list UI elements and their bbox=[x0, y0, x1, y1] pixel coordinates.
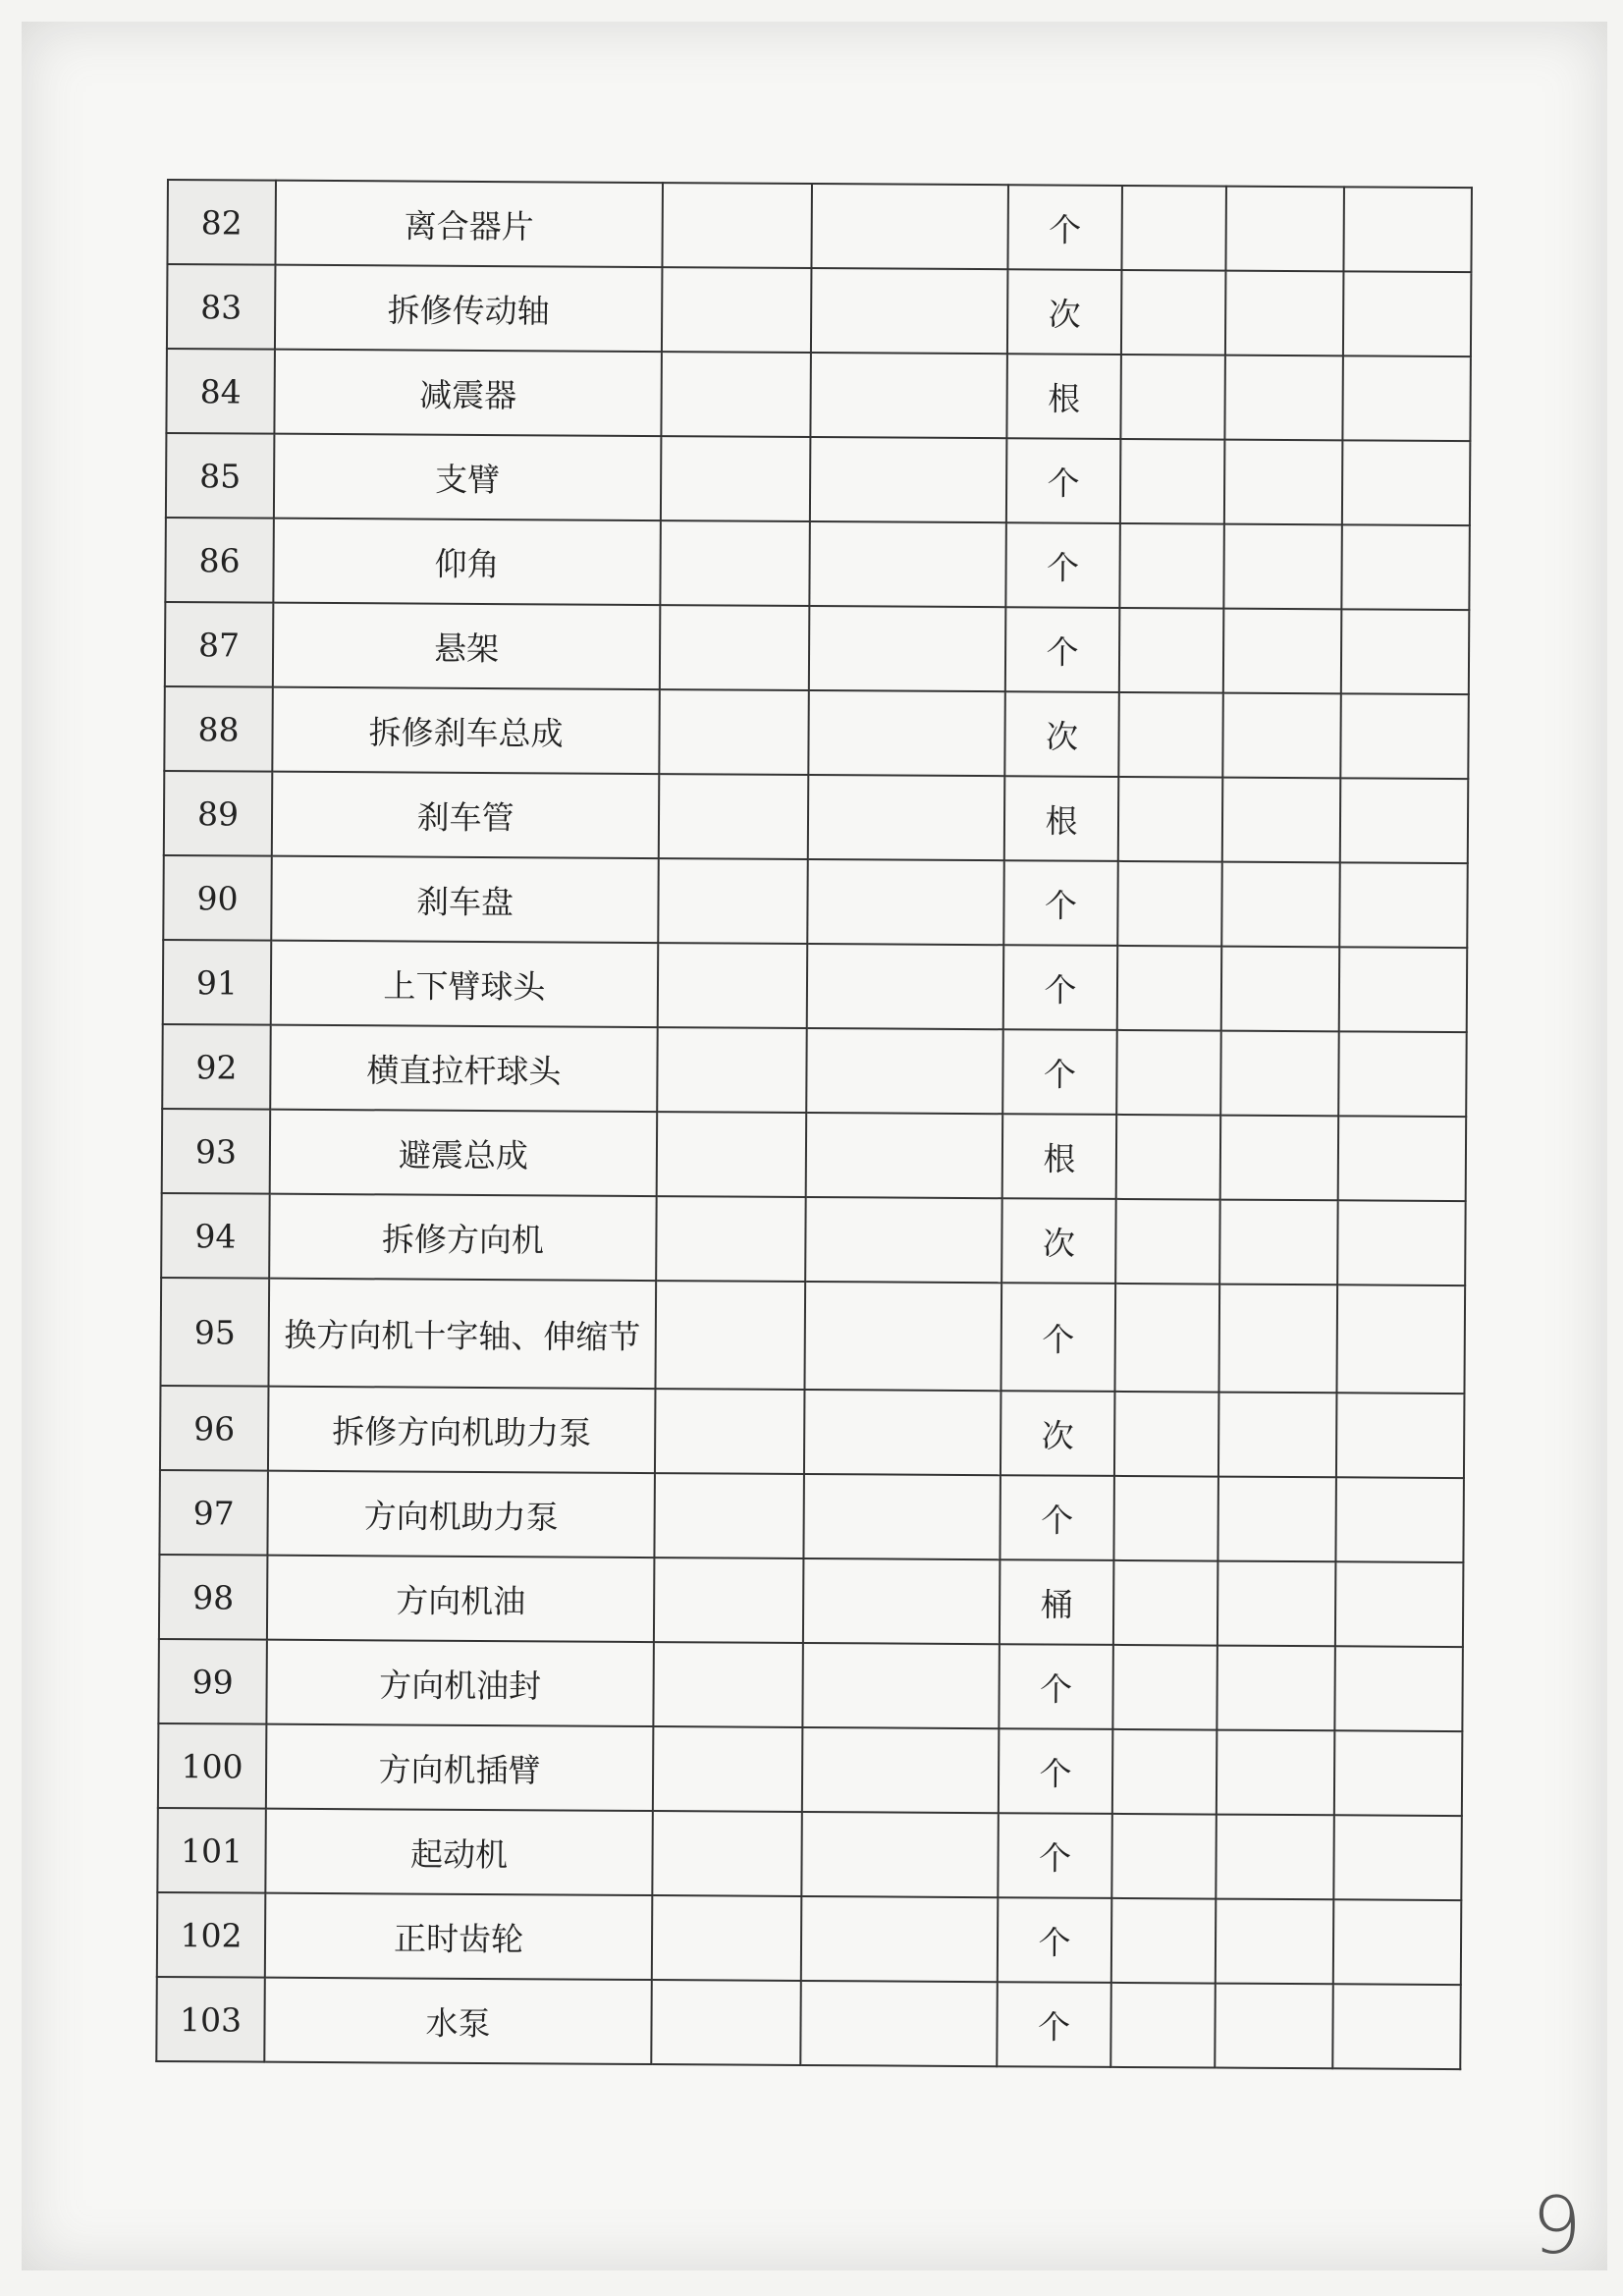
empty-cell bbox=[652, 1895, 802, 1981]
item-name: 正时齿轮 bbox=[265, 1893, 653, 1980]
item-number: 85 bbox=[166, 433, 275, 519]
item-unit: 根 bbox=[1006, 354, 1121, 439]
empty-cell bbox=[1343, 271, 1472, 356]
empty-cell bbox=[656, 1196, 806, 1282]
item-number: 83 bbox=[167, 264, 276, 350]
empty-cell bbox=[1217, 1561, 1336, 1647]
empty-cell bbox=[1333, 1815, 1462, 1900]
empty-cell bbox=[1340, 778, 1469, 863]
item-number: 100 bbox=[158, 1723, 267, 1809]
table-row bbox=[166, 433, 1471, 525]
empty-cell bbox=[1117, 861, 1222, 947]
item-unit: 个 bbox=[1005, 607, 1120, 692]
item-name: 横直拉杆球头 bbox=[270, 1025, 658, 1112]
empty-cell bbox=[809, 521, 1006, 607]
item-number: 94 bbox=[161, 1193, 270, 1279]
item-name: 悬架 bbox=[273, 603, 661, 689]
empty-cell bbox=[1221, 947, 1340, 1032]
empty-cell bbox=[1343, 187, 1472, 272]
item-unit: 个 bbox=[1001, 1283, 1115, 1392]
empty-cell bbox=[1225, 271, 1344, 356]
empty-cell bbox=[655, 1389, 805, 1474]
empty-cell bbox=[1342, 355, 1471, 441]
item-name: 换方向机十字轴、伸缩节 bbox=[268, 1279, 656, 1389]
empty-cell bbox=[1334, 1646, 1463, 1731]
item-number: 89 bbox=[164, 771, 273, 856]
table-row bbox=[161, 1193, 1466, 1285]
empty-cell bbox=[1113, 1560, 1218, 1646]
empty-cell bbox=[661, 436, 811, 521]
empty-cell bbox=[803, 1558, 1001, 1644]
empty-cell bbox=[652, 1811, 802, 1896]
empty-cell bbox=[1216, 1815, 1334, 1900]
empty-cell bbox=[1338, 1031, 1467, 1117]
empty-cell bbox=[1121, 270, 1226, 355]
item-unit: 个 bbox=[1000, 1475, 1114, 1560]
item-unit: 个 bbox=[1005, 522, 1120, 608]
item-number: 88 bbox=[164, 686, 273, 772]
empty-cell bbox=[1111, 1814, 1217, 1899]
empty-cell bbox=[1334, 1730, 1463, 1816]
item-number: 87 bbox=[165, 602, 274, 687]
empty-cell bbox=[1220, 1116, 1339, 1201]
item-unit: 个 bbox=[998, 1813, 1112, 1898]
table-row bbox=[160, 1386, 1465, 1478]
item-number: 103 bbox=[156, 1977, 265, 2062]
empty-cell bbox=[653, 1642, 803, 1727]
empty-cell bbox=[655, 1281, 805, 1390]
item-name: 刹车盘 bbox=[271, 856, 659, 943]
item-unit: 根 bbox=[1002, 1114, 1117, 1199]
empty-cell bbox=[1215, 1984, 1333, 2069]
empty-cell bbox=[1114, 1392, 1219, 1477]
item-number: 102 bbox=[157, 1892, 266, 1978]
empty-cell bbox=[1112, 1645, 1217, 1730]
empty-cell bbox=[660, 605, 810, 690]
empty-cell bbox=[1222, 693, 1341, 779]
empty-cell bbox=[653, 1726, 803, 1812]
item-number: 96 bbox=[160, 1386, 269, 1471]
item-number: 91 bbox=[163, 940, 272, 1025]
table-row bbox=[163, 855, 1468, 948]
table-row bbox=[157, 1892, 1462, 1985]
item-unit: 个 bbox=[999, 1728, 1113, 1814]
empty-cell bbox=[661, 352, 811, 437]
empty-cell bbox=[1336, 1285, 1465, 1394]
empty-cell bbox=[1342, 440, 1471, 525]
empty-cell bbox=[1340, 693, 1469, 779]
empty-cell bbox=[1113, 1476, 1218, 1561]
item-name: 方向机插臂 bbox=[266, 1724, 654, 1811]
item-name: 拆修刹车总成 bbox=[272, 687, 660, 774]
empty-cell bbox=[1118, 777, 1223, 862]
item-name: 仰角 bbox=[273, 519, 661, 605]
table-row bbox=[159, 1555, 1464, 1647]
table-row bbox=[157, 1808, 1462, 1900]
parts-table bbox=[155, 179, 1473, 2070]
empty-cell bbox=[1336, 1393, 1465, 1478]
item-name: 减震器 bbox=[274, 350, 662, 436]
empty-cell bbox=[658, 858, 808, 944]
empty-cell bbox=[1222, 778, 1341, 863]
empty-cell bbox=[807, 944, 1004, 1029]
item-unit: 个 bbox=[1007, 185, 1122, 270]
item-name: 拆修传动轴 bbox=[275, 265, 663, 352]
item-name: 上下臂球头 bbox=[271, 941, 659, 1027]
item-name: 支臂 bbox=[274, 434, 662, 520]
empty-cell bbox=[1217, 1730, 1335, 1816]
empty-cell bbox=[659, 689, 809, 775]
empty-cell bbox=[806, 1113, 1003, 1198]
item-number: 82 bbox=[167, 180, 276, 265]
item-number: 95 bbox=[160, 1278, 269, 1387]
item-number: 101 bbox=[157, 1808, 266, 1893]
item-number: 84 bbox=[166, 349, 275, 434]
empty-cell bbox=[1112, 1729, 1217, 1815]
table-row bbox=[158, 1639, 1463, 1731]
table-row bbox=[166, 349, 1471, 441]
empty-cell bbox=[804, 1282, 1001, 1391]
empty-cell bbox=[1118, 692, 1223, 778]
item-unit: 次 bbox=[1001, 1391, 1115, 1476]
table-row bbox=[158, 1723, 1463, 1816]
item-unit: 桶 bbox=[1000, 1559, 1114, 1645]
page-number: 9 bbox=[1532, 2180, 1582, 2271]
item-name: 方向机油封 bbox=[266, 1640, 654, 1726]
table-row bbox=[164, 771, 1469, 863]
item-number: 90 bbox=[163, 855, 272, 941]
empty-cell bbox=[654, 1473, 804, 1558]
empty-cell bbox=[657, 1027, 807, 1113]
empty-cell bbox=[1115, 1199, 1220, 1285]
empty-cell bbox=[804, 1390, 1001, 1475]
item-number: 97 bbox=[159, 1470, 268, 1556]
empty-cell bbox=[1111, 1898, 1217, 1984]
table-row bbox=[165, 602, 1470, 694]
empty-cell bbox=[1332, 1984, 1461, 2069]
empty-cell bbox=[809, 606, 1006, 691]
empty-cell bbox=[654, 1558, 804, 1643]
empty-cell bbox=[1224, 355, 1343, 441]
empty-cell bbox=[1341, 609, 1470, 694]
table-row bbox=[162, 1109, 1467, 1201]
empty-cell bbox=[1120, 355, 1225, 440]
empty-cell bbox=[802, 1727, 1000, 1813]
item-unit: 次 bbox=[1007, 269, 1122, 355]
table-row bbox=[163, 940, 1468, 1032]
empty-cell bbox=[1119, 523, 1224, 609]
empty-cell bbox=[800, 1981, 998, 2066]
empty-cell bbox=[1335, 1477, 1464, 1562]
empty-cell bbox=[806, 1028, 1003, 1114]
table-row bbox=[167, 180, 1472, 272]
empty-cell bbox=[1224, 440, 1343, 525]
empty-cell bbox=[1120, 439, 1225, 524]
empty-cell bbox=[1219, 1200, 1338, 1285]
empty-cell bbox=[811, 184, 1008, 269]
empty-cell bbox=[1110, 1983, 1216, 2068]
table-row bbox=[165, 518, 1470, 610]
item-unit: 次 bbox=[1004, 691, 1119, 777]
empty-cell bbox=[802, 1643, 1000, 1728]
item-number: 93 bbox=[162, 1109, 271, 1194]
item-name: 拆修方向机助力泵 bbox=[268, 1387, 656, 1473]
empty-cell bbox=[660, 520, 810, 606]
table-row bbox=[159, 1470, 1464, 1562]
empty-cell bbox=[651, 1980, 801, 2065]
empty-cell bbox=[1116, 1030, 1221, 1116]
item-number: 99 bbox=[158, 1639, 267, 1724]
item-name: 方向机油 bbox=[267, 1556, 655, 1642]
empty-cell bbox=[805, 1197, 1002, 1283]
empty-cell bbox=[1217, 1477, 1336, 1562]
empty-cell bbox=[810, 353, 1007, 438]
empty-cell bbox=[1114, 1284, 1219, 1393]
empty-cell bbox=[803, 1474, 1001, 1559]
item-unit: 个 bbox=[998, 1897, 1112, 1983]
item-unit: 个 bbox=[999, 1644, 1113, 1729]
item-unit: 个 bbox=[1003, 945, 1118, 1030]
table-row bbox=[156, 1977, 1461, 2069]
empty-cell bbox=[662, 267, 812, 353]
empty-cell bbox=[657, 1112, 807, 1197]
empty-cell bbox=[807, 859, 1004, 945]
item-name: 离合器片 bbox=[275, 181, 663, 267]
table-row bbox=[162, 1024, 1467, 1117]
empty-cell bbox=[808, 690, 1005, 776]
empty-cell bbox=[1339, 862, 1468, 948]
empty-cell bbox=[1121, 186, 1226, 271]
empty-cell bbox=[1119, 608, 1224, 693]
empty-cell bbox=[1339, 947, 1468, 1032]
item-unit: 个 bbox=[997, 1982, 1111, 2067]
item-unit: 根 bbox=[1004, 776, 1119, 861]
empty-cell bbox=[808, 775, 1005, 860]
item-unit: 个 bbox=[1002, 1029, 1117, 1115]
empty-cell bbox=[1218, 1393, 1337, 1478]
empty-cell bbox=[1335, 1561, 1464, 1647]
empty-cell bbox=[1218, 1285, 1337, 1394]
item-name: 方向机助力泵 bbox=[267, 1471, 655, 1558]
table-row bbox=[167, 264, 1472, 356]
item-unit: 次 bbox=[1001, 1198, 1116, 1284]
empty-cell bbox=[1333, 1899, 1462, 1985]
empty-cell bbox=[1341, 524, 1470, 610]
table-row bbox=[160, 1278, 1465, 1394]
empty-cell bbox=[801, 1812, 999, 1897]
item-unit: 个 bbox=[1003, 860, 1118, 946]
item-name: 起动机 bbox=[265, 1809, 653, 1895]
empty-cell bbox=[810, 437, 1007, 522]
empty-cell bbox=[659, 774, 809, 859]
empty-cell bbox=[1338, 1116, 1467, 1201]
empty-cell bbox=[1220, 1031, 1339, 1117]
item-name: 避震总成 bbox=[270, 1110, 658, 1196]
item-name: 拆修方向机 bbox=[269, 1194, 657, 1281]
item-number: 92 bbox=[162, 1024, 271, 1110]
empty-cell bbox=[1225, 187, 1344, 272]
item-number: 98 bbox=[159, 1555, 268, 1640]
empty-cell bbox=[1116, 1115, 1221, 1200]
table-row bbox=[164, 686, 1469, 779]
item-unit: 个 bbox=[1006, 438, 1121, 523]
empty-cell bbox=[1223, 609, 1342, 694]
empty-cell bbox=[1117, 946, 1222, 1031]
empty-cell bbox=[662, 183, 812, 268]
empty-cell bbox=[1221, 862, 1340, 948]
empty-cell bbox=[658, 943, 808, 1028]
empty-cell bbox=[801, 1896, 999, 1982]
empty-cell bbox=[811, 268, 1008, 354]
empty-cell bbox=[1216, 1899, 1334, 1985]
item-name: 刹车管 bbox=[272, 772, 660, 858]
item-name: 水泵 bbox=[264, 1978, 652, 2064]
empty-cell bbox=[1337, 1200, 1466, 1285]
empty-cell bbox=[1223, 524, 1342, 610]
empty-cell bbox=[1217, 1646, 1335, 1731]
item-number: 86 bbox=[165, 518, 274, 603]
